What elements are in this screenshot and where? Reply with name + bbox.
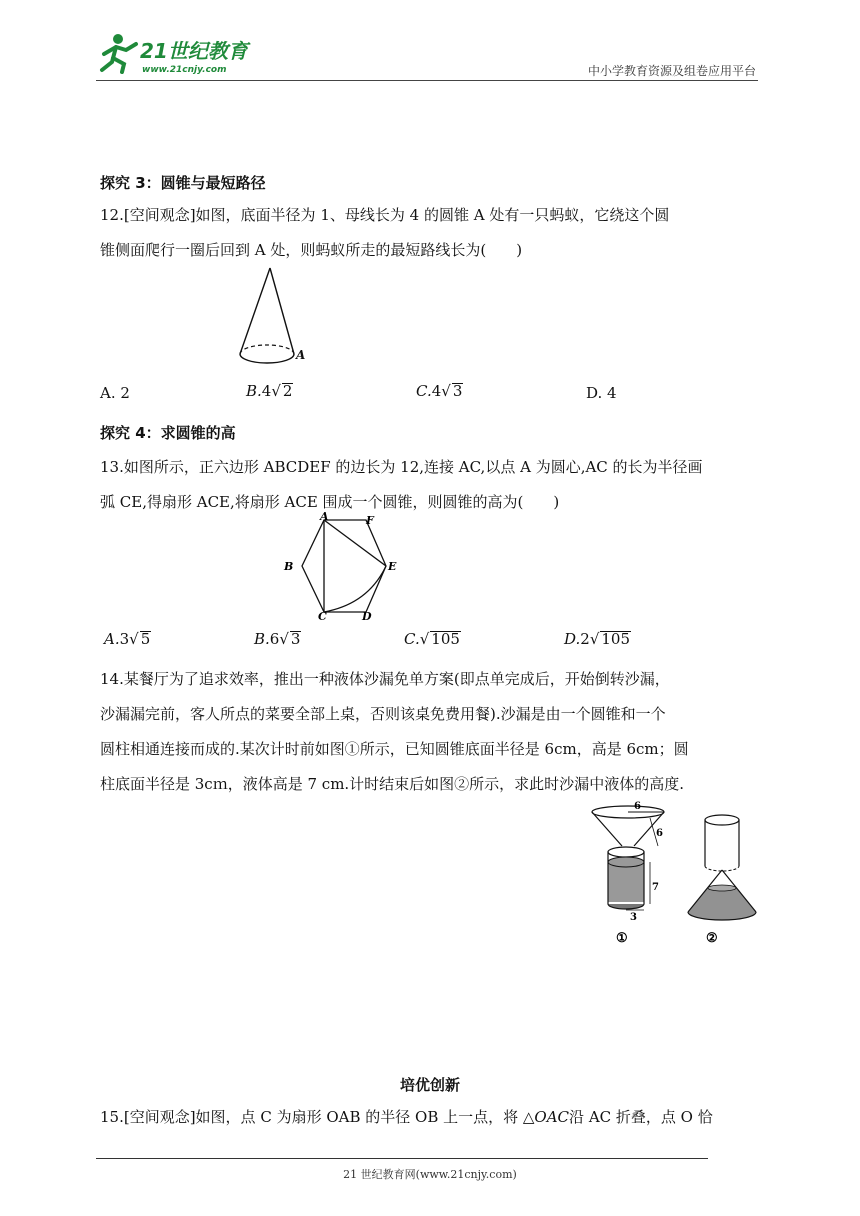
section5-title: 培优创新 bbox=[399, 1076, 460, 1094]
q12-text bbox=[100, 198, 764, 268]
cone-figure bbox=[232, 262, 312, 370]
dim-liquid-height: 7 bbox=[652, 882, 659, 893]
q13-line2: 弧 CE,得扇形 ACE,将扇形 ACE 围成一个圆锥，则圆锥的高为( ) bbox=[100, 493, 560, 511]
dim-cylinder-radius: 3 bbox=[630, 912, 637, 923]
footer-rule bbox=[96, 1158, 708, 1159]
q14-line2: 沙漏漏完前，客人所点的菜要全部上桌，否则该桌免费用餐).沙漏是由一个圆锥和一个 bbox=[100, 705, 666, 723]
q15-line1-a: 15.[空间观念]如图，点 C 为扇形 OAB 的半径 OB 上一点，将 bbox=[100, 1108, 523, 1126]
section3-title: 探究 3：圆锥与最短路径 bbox=[100, 174, 266, 192]
q12-choice-c: C.4√ 3 bbox=[416, 382, 463, 400]
dim-cone-radius: 6 bbox=[634, 801, 641, 812]
q15-text bbox=[100, 1100, 764, 1135]
q14-line4: 柱底面半径是 3cｍ，液体高是 7 cm.计时结束后如图②所示，求此时沙漏中液体的高度. bbox=[100, 775, 684, 793]
hexagon-figure bbox=[280, 512, 404, 622]
footer-text: 21 世纪教育网(www.21cnjy.com) bbox=[343, 1168, 517, 1181]
q12-choice-d: D. 4 bbox=[586, 384, 617, 402]
header-rule bbox=[96, 80, 758, 81]
logo-title: 21世纪教育 bbox=[140, 39, 248, 63]
site-logo bbox=[96, 30, 256, 76]
q14-line1: 14.某餐厅为了追求效率，推出一种液体沙漏免单方案(即点单完成后，开始倒转沙漏， bbox=[100, 670, 670, 688]
header-platform-text: 中小学教育资源及组卷应用平台 bbox=[587, 64, 756, 78]
hex-label-d: D bbox=[362, 610, 372, 622]
q12-choice-a: A. 2 bbox=[100, 384, 130, 402]
figure-label-2: ② bbox=[706, 931, 718, 946]
q13-line1: 13.如图所示，正六边形 ABCDEF 的边长为 12,连接 AC,以点 A 为圆心,AC 的长为半径画 bbox=[100, 458, 703, 476]
q13-choice-a: A.3√ 5 bbox=[104, 630, 151, 648]
q15-line1-b: 沿 AC 折叠，点 O 恰 bbox=[569, 1108, 713, 1126]
q15-line1-math: △OAC bbox=[522, 1108, 570, 1126]
q13-choice-d: D.2√ 105 bbox=[564, 630, 631, 648]
hourglass-figure-2 bbox=[688, 815, 756, 946]
hourglass-figure-1 bbox=[592, 801, 664, 946]
hourglass-figure bbox=[586, 800, 762, 952]
q12-choice-b: B.4√ 2 bbox=[246, 382, 293, 400]
q13-choice-b: B.6√ 3 bbox=[254, 630, 301, 648]
hex-label-b: B bbox=[284, 560, 294, 573]
q12-line1: 12.[空间观念]如图，底面半径为 1、母线长为 4 的圆锥 A 处有一只蚂蚁，它绕这个圆 bbox=[100, 206, 670, 224]
q14-line3: 圆柱相通连接而成的.某次计时前如图①所示，已知圆锥底面半径是 6cm，高是 6cm；圆 bbox=[100, 740, 689, 758]
figure-label-1: ① bbox=[616, 931, 628, 946]
hex-label-e: E bbox=[388, 560, 397, 573]
dim-cone-height: 6 bbox=[656, 828, 663, 839]
q14-text bbox=[100, 662, 764, 802]
hex-label-f: F bbox=[366, 514, 374, 527]
section4-title: 探究 4：求圆锥的高 bbox=[100, 424, 236, 442]
hex-label-c: C bbox=[318, 610, 327, 622]
logo-url: www.21cnjy.com bbox=[142, 65, 227, 75]
q13-choice-c: C.√ 105 bbox=[404, 630, 460, 648]
runner-logo-icon bbox=[102, 34, 136, 72]
cone-point-label: A bbox=[296, 348, 306, 362]
hex-label-a: A bbox=[320, 512, 329, 523]
q13-text bbox=[100, 450, 764, 520]
q12-line2: 锥侧面爬行一圈后回到 A 处，则蚂蚁所走的最短路线长为( ) bbox=[100, 241, 523, 259]
